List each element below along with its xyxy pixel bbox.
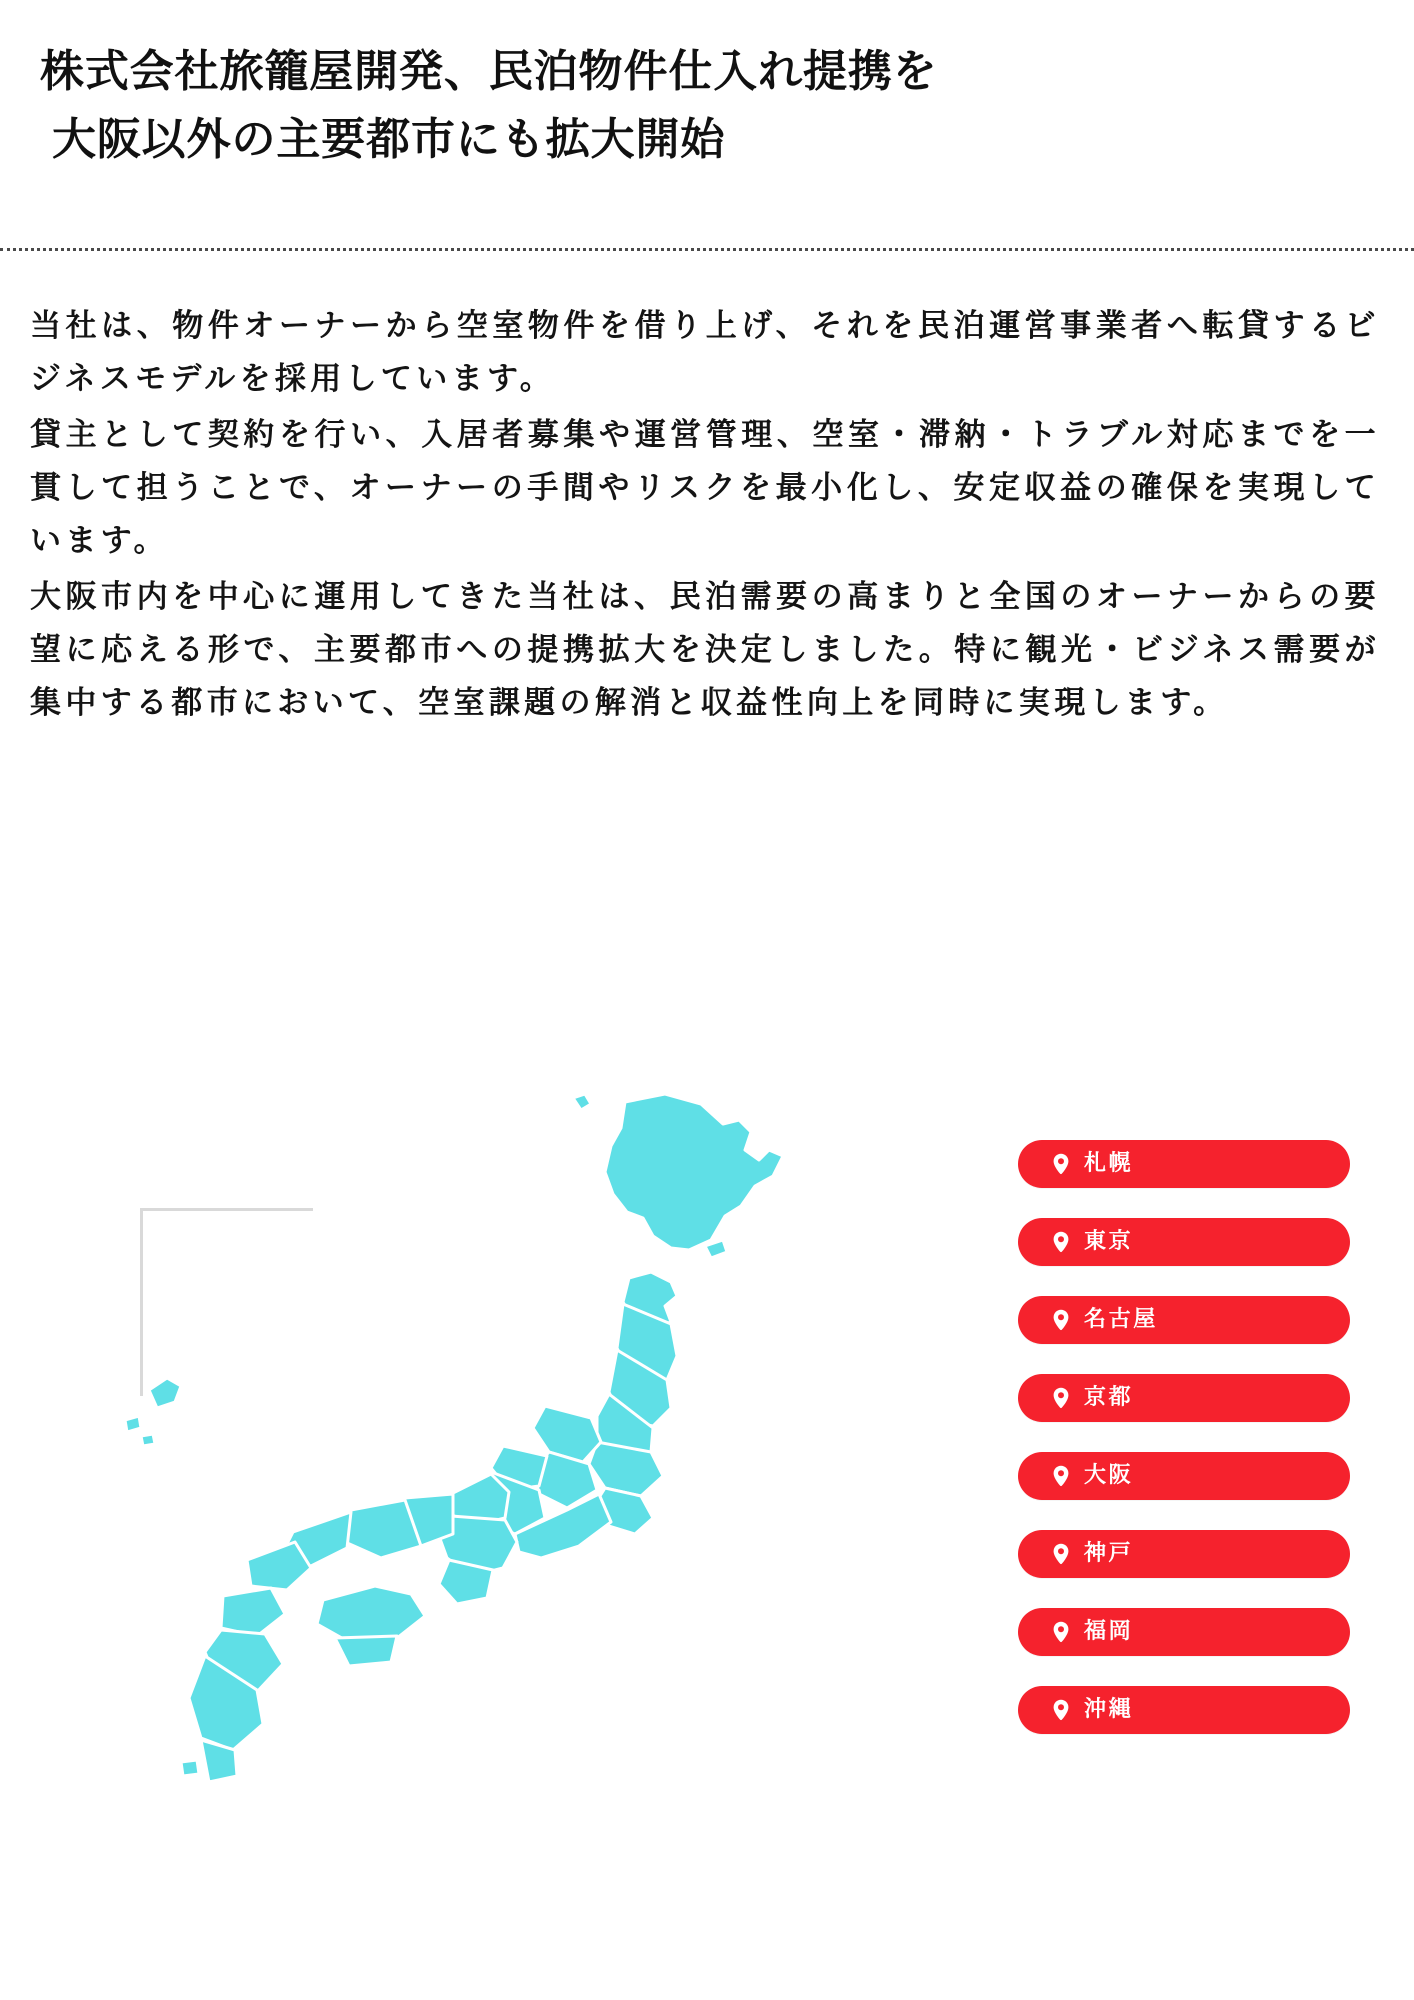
city-label: 福岡 — [1084, 1619, 1134, 1644]
region-okinawa-islet-1 — [125, 1416, 141, 1432]
page-title-line-1: 株式会社旅籠屋開発、民泊物件仕入れ提携を — [40, 46, 938, 97]
japan-map-section — [0, 1060, 1414, 2000]
body-paragraph-2: 貸主として契約を行い、入居者募集や運営管理、空室・滞納・トラブル対応までを一貫して担うことで、オーナーの手間やリスクを最小化し、安定収益の確保を実現しています。 — [30, 416, 1380, 560]
city-list — [1018, 1140, 1358, 1734]
region-fukuoka-saga — [221, 1588, 285, 1636]
map-pin-icon — [1052, 1543, 1070, 1565]
city-pill-fukuoka[interactable] — [1018, 1608, 1350, 1656]
city-pill-osaka[interactable] — [1018, 1452, 1350, 1500]
city-label: 名古屋 — [1084, 1307, 1158, 1332]
city-label: 沖縄 — [1084, 1697, 1134, 1722]
city-pill-kobe[interactable] — [1018, 1530, 1350, 1578]
map-pin-icon — [1052, 1621, 1070, 1643]
region-tottori-okayama — [345, 1500, 421, 1558]
region-shikoku — [317, 1586, 425, 1642]
city-label: 東京 — [1084, 1229, 1134, 1254]
region-hokkaido — [605, 1094, 783, 1250]
map-pin-icon — [1052, 1465, 1070, 1487]
map-pin-icon — [1052, 1699, 1070, 1721]
city-pill-nagoya[interactable] — [1018, 1296, 1350, 1344]
region-kyushu-islet — [181, 1760, 199, 1776]
map-pin-icon — [1052, 1231, 1070, 1253]
body-text — [30, 300, 1380, 733]
city-pill-okinawa[interactable] — [1018, 1686, 1350, 1734]
japan-map-graphic — [105, 1090, 985, 1990]
city-pill-tokyo[interactable] — [1018, 1218, 1350, 1266]
body-paragraph-3: 大阪市内を中心に運用してきた当社は、民泊需要の高まりと全国のオーナーからの要望に応える形で、主要都市への提携拡大を決定しました。特に観光・ビジネス需要が集中する都市において、空室課題の解消と収益性向上を同時に実現します。 — [30, 578, 1380, 722]
body-paragraph-1: 当社は、物件オーナーから空室物件を借り上げ、それを民泊運営事業者へ転貸するビジネスモデルを採用しています。 — [30, 308, 1380, 398]
city-pill-sapporo[interactable] — [1018, 1140, 1350, 1188]
map-pin-icon — [1052, 1387, 1070, 1409]
map-pin-icon — [1052, 1309, 1070, 1331]
region-hokkaido-islet-1 — [573, 1094, 591, 1110]
region-shikoku-south — [335, 1636, 397, 1666]
city-label: 札幌 — [1084, 1151, 1134, 1176]
city-label: 大阪 — [1084, 1463, 1134, 1488]
page-title — [0, 0, 1414, 174]
page-title-line-2: 大阪以外の主要都市にも拡大開始 — [52, 114, 726, 166]
region-okinawa-islet-2 — [141, 1434, 155, 1446]
map-pin-icon — [1052, 1153, 1070, 1175]
title-divider — [0, 248, 1414, 251]
region-okinawa-main — [149, 1378, 181, 1408]
city-label: 京都 — [1084, 1385, 1134, 1410]
city-pill-kyoto[interactable] — [1018, 1374, 1350, 1422]
city-label: 神戸 — [1084, 1541, 1134, 1566]
